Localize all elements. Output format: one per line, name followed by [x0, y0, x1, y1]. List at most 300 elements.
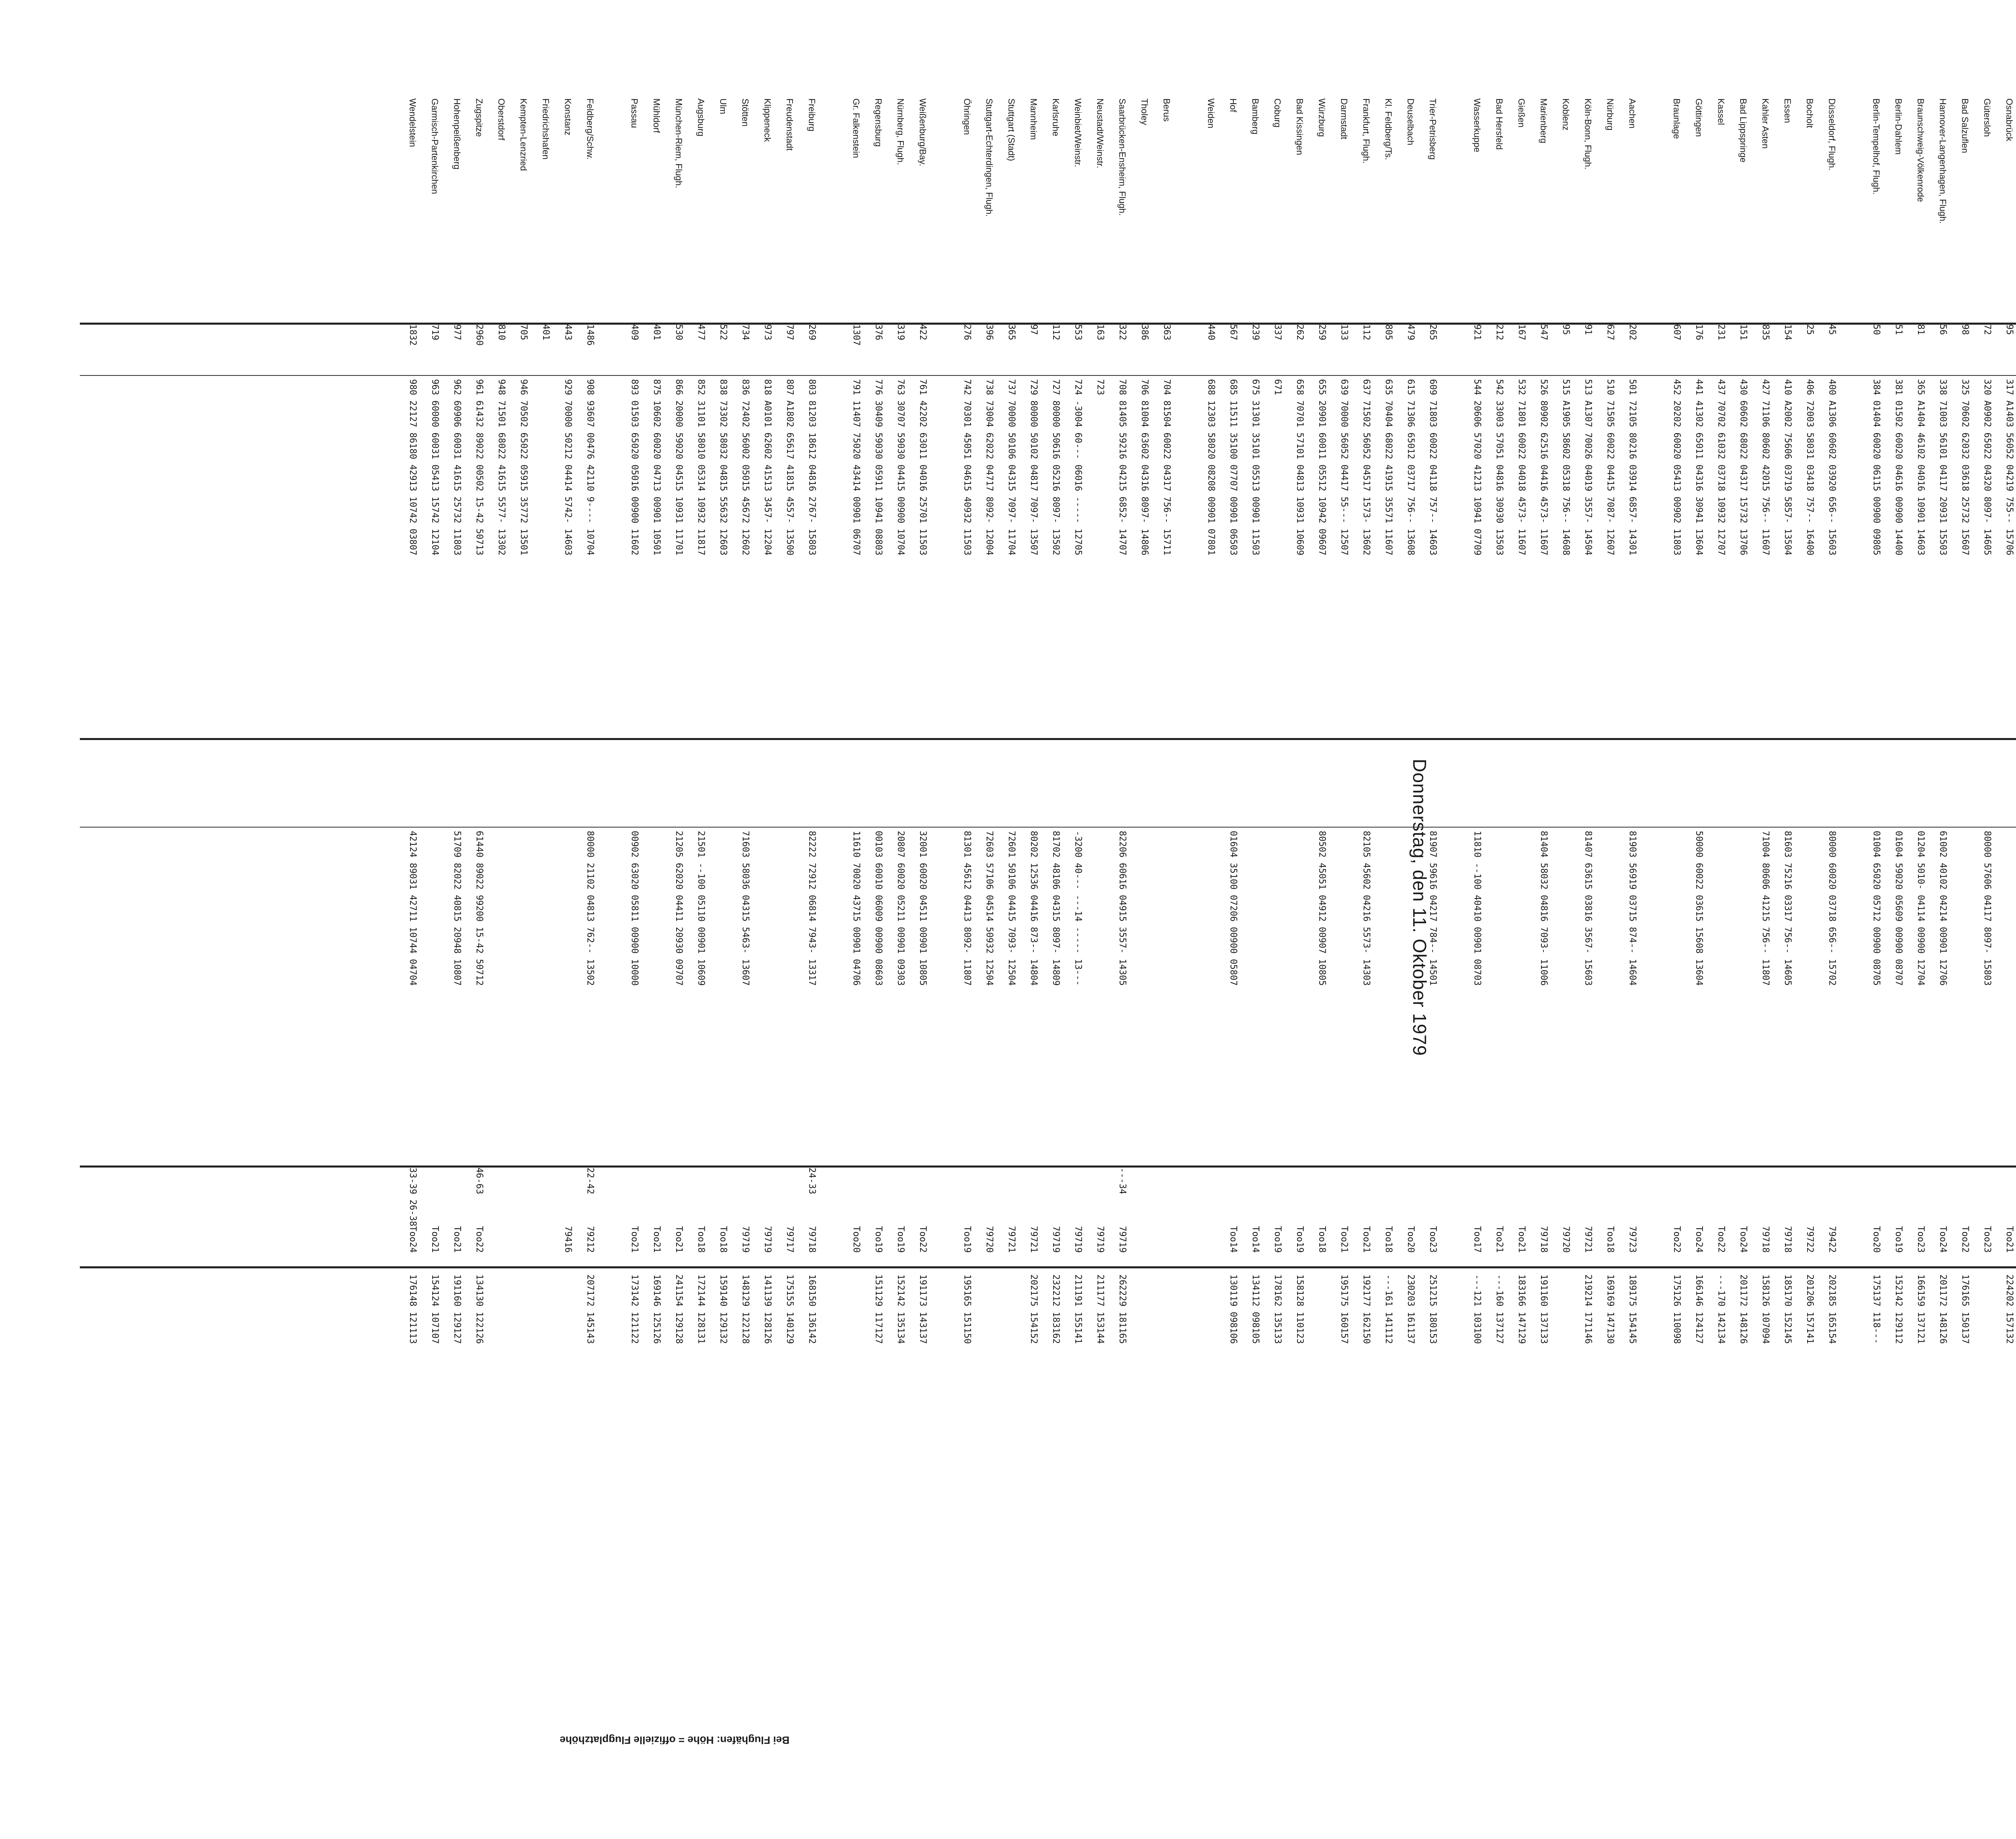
cell-h: 202	[1627, 324, 1637, 340]
cell-h: 50	[1871, 324, 1881, 335]
cell-h: 95	[1561, 324, 1571, 335]
cell-e: 159140 129132	[718, 1274, 728, 1344]
station-name: Ulm	[718, 98, 728, 115]
cell-h: 167	[1516, 324, 1527, 340]
cell-x: 24-33	[807, 1168, 817, 1195]
cell-e: 191160 129127	[452, 1274, 462, 1344]
cell-b: 21501 --100 05110 00901 10609	[696, 831, 706, 986]
cell-h: 2960	[474, 324, 484, 346]
cell-h: 376	[873, 324, 883, 340]
cell-h: 363	[1162, 324, 1172, 340]
cell-h: 269	[807, 324, 817, 340]
cell-a: 452 20202 60020 05413 00902 11803	[1672, 379, 1682, 556]
cell-e: 219214 171146	[1583, 1274, 1593, 1344]
cell-b: 00103 60010 06009 00900 08603	[873, 831, 883, 986]
cell-a: 963 60000 60031 05413 15742 12104	[430, 379, 440, 556]
station-name: Frankfurt, Flugh.	[1361, 98, 1371, 164]
cell-a: 513 A1307 70026 04019 3557- 14504	[1583, 379, 1593, 556]
station-name: Weißenburg/Bay.	[918, 98, 928, 166]
cell-e: 152142 129112	[1893, 1274, 1904, 1344]
station-name: Deuselbach	[1406, 98, 1416, 146]
cell-y: Too19	[1272, 1226, 1283, 1253]
cell-e: 168150 136142	[807, 1274, 817, 1344]
cell-e: 211191 155141	[1073, 1274, 1083, 1344]
station-name: Düsseldorf, Flugh.	[1827, 98, 1837, 171]
cell-h: 212	[1494, 324, 1504, 340]
cell-x: ---34	[1117, 1168, 1127, 1195]
cell-a: 803 81203 18612 04816 2767- 15803	[807, 379, 817, 556]
cell-y: Too14	[1228, 1226, 1238, 1253]
cell-e: 151129 117127	[873, 1274, 883, 1344]
cell-x: 46-63	[474, 1168, 484, 1195]
cell-a: 532 71801 60022 04018 4573- 11607	[1516, 379, 1527, 556]
cell-x: 33-39 26-38	[408, 1168, 418, 1226]
cell-b: 61002 40102 04214 00901 12706	[1938, 831, 1948, 986]
cell-h: 422	[918, 324, 928, 340]
cell-h: 479	[1406, 324, 1416, 340]
cell-y: Too17	[1472, 1226, 1482, 1253]
cell-h: 276	[962, 324, 972, 340]
station-name: Osnabrück	[2004, 98, 2014, 142]
cell-e: 173142 121122	[629, 1274, 639, 1344]
cell-y: Too22	[918, 1226, 928, 1253]
station-name: Gießen	[1516, 98, 1527, 128]
station-name: Berlin-Tempelhof, Flugh.	[1871, 98, 1881, 195]
cell-h: 262	[1295, 324, 1305, 340]
cell-e: 251215 180153	[1428, 1274, 1438, 1344]
station-name: Gr. Falkenstein	[851, 98, 861, 158]
cell-e: 191173 143137	[918, 1274, 928, 1344]
cell-b: 71004 80606 41215 756-- 11807	[1760, 831, 1770, 986]
cell-e: 176148 121113	[408, 1274, 418, 1344]
cell-e: 195175 160157	[1339, 1274, 1349, 1344]
cell-y: Too24	[1938, 1226, 1948, 1253]
cell-a: 818 A0101 62602 41513 3457- 12204	[762, 379, 773, 556]
cell-b: 01004 65020 05712 00900 08705	[1871, 831, 1881, 986]
station-name: Stuttgart-Echterdingen, Flugh.	[984, 98, 994, 217]
station-name: Passau	[629, 98, 639, 128]
cell-b: 80000 21102 04813 762-- 13502	[585, 831, 595, 986]
cell-h: 56	[1938, 324, 1948, 335]
cell-y: Too22	[1960, 1226, 1970, 1253]
station-name: Koblenz	[1561, 98, 1571, 131]
cell-e: 175155 140129	[785, 1274, 795, 1344]
station-name: Bad Kissingen	[1295, 98, 1305, 155]
cell-y: 79719	[740, 1226, 750, 1253]
cell-h: 239	[1250, 324, 1260, 340]
cell-h: 1307	[851, 324, 861, 346]
cell-y: Too18	[1383, 1226, 1393, 1253]
cell-y: Too18	[1317, 1226, 1327, 1253]
cell-a: 706 81004 63602 04316 8097- 14806	[1139, 379, 1150, 556]
station-name: Öhringen	[962, 98, 972, 135]
cell-h: 797	[785, 324, 795, 340]
cell-a: 441 41302 65011 04316 30941 13604	[1694, 379, 1704, 556]
cell-b: 81301 45612 04413 8092- 11807	[962, 831, 972, 986]
cell-a: 365 A1404 46102 04016 10901 14603	[1916, 379, 1926, 556]
cell-a: 325 70602 62032 03618 25732 15607	[1960, 379, 1970, 556]
cell-a: 542 33003 57051 04816 30930 13503	[1494, 379, 1504, 556]
cell-e: 195165 151150	[962, 1274, 972, 1344]
footnote: Bei Flughäfen: Höhe = offizielle Flugplatzhöhe	[560, 1734, 789, 1746]
cell-a: 763 30707 59030 04415 00900 10704	[896, 379, 906, 556]
station-name: Coburg	[1272, 98, 1283, 128]
cell-y: Too21	[430, 1226, 440, 1253]
cell-h: 396	[984, 324, 994, 340]
cell-y: Too20	[1871, 1226, 1881, 1253]
cell-y: 79721	[1029, 1226, 1039, 1253]
cell-b: -3200 40--- ---14 ----- 13---	[1073, 831, 1083, 986]
cell-e: 178162 135133	[1272, 1274, 1283, 1344]
station-name: Zugspitze	[474, 98, 484, 137]
cell-a: 639 70000 56052 04417 55--- 12507	[1339, 379, 1349, 556]
cell-e: 175126 110098	[1672, 1274, 1682, 1344]
cell-y: 79719	[762, 1226, 773, 1253]
station-name: Aachen	[1627, 98, 1637, 129]
cell-y: 79718	[1760, 1226, 1770, 1253]
cell-h: 386	[1139, 324, 1150, 340]
cell-a: 501 72105 80216 03914 6857- 14301	[1627, 379, 1637, 556]
cell-y: Too24	[1738, 1226, 1748, 1253]
cell-e: 130119 098106	[1228, 1274, 1238, 1344]
cell-e: 158126 107094	[1760, 1274, 1770, 1344]
station-name: Hof	[1228, 98, 1238, 113]
cell-e: 201206 157141	[1805, 1274, 1815, 1344]
cell-a: 320 A0902 65022 04320 8097- 14605	[1982, 379, 1992, 556]
cell-y: 79723	[1627, 1226, 1637, 1253]
cell-e: ---160 137127	[1494, 1274, 1504, 1344]
cell-e: 224202 157132	[2004, 1274, 2014, 1344]
cell-a: 685 11511 35100 07707 00901 06503	[1228, 379, 1238, 556]
cell-a: 776 30409 59030 05911 10941 08803	[873, 379, 883, 556]
station-name: Stuttgart (Stadt)	[1006, 98, 1016, 161]
cell-h: 627	[1605, 324, 1615, 340]
cell-b: 32001 60020 04511 00901 10805	[918, 831, 928, 986]
cell-h: 734	[740, 324, 750, 340]
cell-e: 175137 118---	[1871, 1274, 1881, 1344]
cell-y: 79718	[1783, 1226, 1793, 1253]
cell-b: 01604 35100 07206 00900 05807	[1228, 831, 1238, 986]
cell-y: Too21	[2004, 1226, 2014, 1253]
rule	[80, 1166, 2016, 1168]
cell-y: Too21	[1516, 1226, 1527, 1253]
cell-h: 1832	[408, 324, 418, 346]
station-name: Weiden	[1206, 98, 1216, 129]
cell-y: Too21	[652, 1226, 662, 1253]
cell-a: 729 80000 50102 04817 7097- 13507	[1029, 379, 1039, 556]
cell-h: 176	[1694, 324, 1704, 340]
cell-y: 79422	[1827, 1226, 1837, 1253]
station-name: Kahler Asten	[1760, 98, 1770, 149]
rule	[80, 1266, 2016, 1268]
cell-b: 21205 62020 04411 20930 09707	[674, 831, 684, 986]
cell-b: 81407 63615 03816 3567- 15603	[1583, 831, 1593, 986]
cell-a: 338 71003 56101 04117 20931 15503	[1938, 379, 1948, 556]
cell-h: 443	[563, 324, 573, 340]
station-name: Bamberg	[1250, 98, 1260, 135]
cell-h: 705	[519, 324, 529, 340]
cell-y: Too20	[1406, 1226, 1416, 1253]
cell-y: 79718	[807, 1226, 817, 1253]
station-name: Köln-Bonn, Flugh.	[1583, 98, 1593, 170]
station-name: Kl. Feldberg/Ts.	[1383, 98, 1393, 160]
cell-e: 192177 162150	[1361, 1274, 1371, 1344]
cell-e: 232212 183162	[1051, 1274, 1061, 1344]
cell-y: 79720	[984, 1226, 994, 1253]
station-name: Tholey	[1139, 98, 1150, 125]
station-name: Darmstadt	[1339, 98, 1349, 140]
cell-y: Too19	[962, 1226, 972, 1253]
cell-a: 962 60906 60031 41615 25732 11803	[452, 379, 462, 556]
cell-y: Too23	[1916, 1226, 1926, 1253]
cell-e: 152142 135134	[896, 1274, 906, 1344]
cell-e: 185170 152145	[1783, 1274, 1793, 1344]
cell-y: Too21	[674, 1226, 684, 1253]
cell-e: 191160 137133	[1539, 1274, 1549, 1344]
cell-b: 51709 82022 40815 20948 10807	[452, 831, 462, 986]
cell-a: 723	[1095, 379, 1105, 395]
cell-h: 98	[1960, 324, 1970, 335]
cell-y: Too24	[1694, 1226, 1704, 1253]
station-name: Würzburg	[1317, 98, 1327, 137]
cell-a: 510 71505 60022 04415 7087- 12607	[1605, 379, 1615, 556]
cell-a: 946 70502 65022 05915 35772 13501	[519, 379, 529, 556]
cell-a: 961 61432 89022 00502 15-42 50713	[474, 379, 484, 556]
cell-e: 262229 181165	[1117, 1274, 1127, 1344]
cell-y: Too18	[1605, 1226, 1615, 1253]
cell-b: 81702 48106 04315 8097- 14809	[1051, 831, 1061, 986]
cell-h: 547	[1539, 324, 1549, 340]
cell-e: ---161 141112	[1383, 1274, 1393, 1344]
station-name: Braunlage	[1672, 98, 1682, 139]
cell-b: 81903 56919 03715 874-- 14604	[1627, 831, 1637, 986]
cell-e: 207172 145143	[585, 1274, 595, 1344]
cell-a: 724 -3004 60--- 06016 ----- 12705	[1073, 379, 1083, 556]
cell-a: 637 71502 56052 04517 1573- 13602	[1361, 379, 1371, 556]
cell-y: 79718	[1539, 1226, 1549, 1253]
cell-h: 440	[1206, 324, 1216, 340]
cell-e: 183166 147129	[1516, 1274, 1527, 1344]
cell-h: 337	[1272, 324, 1283, 340]
cell-a: 929 70000 50212 04414 5742- 14603	[563, 379, 573, 556]
cell-a: 742 70301 45051 04615 40932 11503	[962, 379, 972, 556]
cell-a: 761 42202 63011 04016 25701 11503	[918, 379, 928, 556]
station-name: Kempten-Lenzried	[519, 98, 529, 171]
cell-y: Too22	[1672, 1226, 1682, 1253]
cell-b: 80000 60020 03718 656-- 15702	[1827, 831, 1837, 986]
cell-a: 875 10602 60020 04713 00901 10501	[652, 379, 662, 556]
cell-h: 977	[452, 324, 462, 340]
cell-a: 410 A2002 75606 03719 5857- 13504	[1783, 379, 1793, 556]
cell-b: 81907 59616 04217 784-- 14501	[1428, 831, 1438, 986]
cell-b: 20807 60020 05211 00901 09303	[896, 831, 906, 986]
station-name: Weinbiet/Weinstr.	[1073, 98, 1083, 167]
cell-e: 141139 128126	[762, 1274, 773, 1344]
cell-a: 635 70404 68022 41915 35571 11607	[1383, 379, 1393, 556]
cell-e: 202175 154152	[1029, 1274, 1039, 1344]
cell-h: 154	[1783, 324, 1793, 340]
cell-y: 79720	[1561, 1226, 1571, 1253]
cell-e: 172144 128131	[696, 1274, 706, 1344]
cell-y: Too20	[851, 1226, 861, 1253]
station-name: Regensburg	[873, 98, 883, 147]
cell-b: 80000 57606 04117 8097- 15803	[1982, 831, 1992, 986]
cell-b: 11610 70020 43715 00901 04706	[851, 831, 861, 986]
cell-a: 675 31301 35101 05513 00901 11503	[1250, 379, 1260, 556]
station-name: Augsburg	[696, 98, 706, 137]
station-name: Bad Salzuflen	[1960, 98, 1970, 153]
cell-a: 727 80000 50616 05216 8097- 13502	[1051, 379, 1061, 556]
cell-y: Too21	[629, 1226, 639, 1253]
cell-y: Too21	[1494, 1226, 1504, 1253]
cell-y: 79416	[563, 1226, 573, 1253]
cell-b: 00902 63020 05811 00900 10000	[629, 831, 639, 986]
cell-y: Too18	[718, 1226, 728, 1253]
cell-e: 241154 129128	[674, 1274, 684, 1344]
cell-a: 836 72402 56002 05015 45672 12602	[740, 379, 750, 556]
cell-b: 81603 75216 03317 756-- 14605	[1783, 831, 1793, 986]
cell-e: 211177 153144	[1095, 1274, 1105, 1344]
cell-e: 176165 150137	[1960, 1274, 1970, 1344]
cell-a: 544 20606 57020 41213 10941 07709	[1472, 379, 1482, 556]
cell-h: 151	[1738, 324, 1748, 340]
cell-y: Too22	[474, 1226, 484, 1253]
cell-h: 265	[1428, 324, 1438, 340]
cell-y: Too21	[452, 1226, 462, 1253]
cell-h: 97	[1029, 324, 1039, 335]
cell-h: 81	[1916, 324, 1926, 335]
cell-e: 201172 148126	[1938, 1274, 1948, 1344]
cell-h: 805	[1383, 324, 1393, 340]
cell-y: Too21	[1361, 1226, 1371, 1253]
station-name: Garmisch-Partenkirchen	[430, 98, 440, 194]
cell-a: 437 70702 61032 03718 10932 12707	[1716, 379, 1726, 556]
weather-table	[80, 97, 2016, 1734]
cell-h: 163	[1095, 324, 1105, 340]
cell-h: 72	[1982, 324, 1992, 335]
cell-a: 381 01502 60020 04616 00900 14400	[1893, 379, 1904, 556]
cell-a: 317 A1403 56052 04219 755-- 15706	[2004, 379, 2014, 556]
cell-e: 201172 148126	[1738, 1274, 1748, 1344]
cell-a: 430 60602 68022 04317 15732 13706	[1738, 379, 1748, 556]
station-name: Friedrichshafen	[541, 98, 551, 160]
station-name: Stötten	[740, 98, 750, 127]
cell-a: 708 81405 59216 04215 6852- 14707	[1117, 379, 1127, 556]
station-name: Nürnberg, Flugh.	[896, 98, 906, 165]
station-name: Klippeneck	[762, 98, 773, 142]
station-name: Neustadt/Weinstr.	[1095, 98, 1105, 169]
cell-e: 134112 098105	[1250, 1274, 1260, 1344]
cell-h: 133	[1339, 324, 1349, 340]
station-name: Bad Lippspringe	[1738, 98, 1748, 163]
cell-y: 79721	[1006, 1226, 1016, 1253]
cell-e: 230203 161137	[1406, 1274, 1416, 1344]
cell-h: 409	[629, 324, 639, 340]
cell-y: 79212	[585, 1226, 595, 1253]
station-name: Berus	[1162, 98, 1172, 122]
cell-e: 166146 124127	[1694, 1274, 1704, 1344]
cell-h: 112	[1361, 324, 1371, 340]
cell-a: 980 22127 86180 42913 10742 03807	[408, 379, 418, 556]
cell-y: 79719	[1073, 1226, 1083, 1253]
rule	[80, 827, 2016, 828]
cell-h: 810	[496, 324, 506, 340]
cell-a: 671	[1272, 379, 1283, 395]
cell-y: Too19	[896, 1226, 906, 1253]
cell-b: 82105 45602 04216 5573- 14303	[1361, 831, 1371, 986]
rule	[80, 375, 2016, 376]
cell-e: ---121 103100	[1472, 1274, 1482, 1344]
rule	[80, 738, 2016, 740]
cell-b: 72601 50106 04415 7093- 12504	[1006, 831, 1016, 986]
cell-a: 738 73004 62022 04717 8092- 12004	[984, 379, 994, 556]
station-name: Braunschweig-Völkenrode	[1916, 98, 1926, 202]
station-name: Bad Hersfeld	[1494, 98, 1504, 150]
cell-h: 401	[652, 324, 662, 340]
cell-y: Too19	[1295, 1226, 1305, 1253]
cell-y: Too14	[1250, 1226, 1260, 1253]
cell-e: 148129 122128	[740, 1274, 750, 1344]
station-name: Hohenpeißenberg	[452, 98, 462, 170]
cell-e: 169169 147130	[1605, 1274, 1615, 1344]
cell-y: Too19	[1893, 1226, 1904, 1253]
cell-x: 22-42	[585, 1168, 595, 1195]
cell-y: Too23	[1428, 1226, 1438, 1253]
cell-b: 71603 58036 04315 5463- 13607	[740, 831, 750, 986]
station-name: Wendelstein	[408, 98, 418, 147]
cell-a: 658 70701 57101 04813 10931 10609	[1295, 379, 1305, 556]
cell-h: 921	[1472, 324, 1482, 340]
cell-h: 51	[1893, 324, 1904, 335]
station-name: Hannover-Langenhagen, Flugh.	[1938, 98, 1948, 224]
cell-y: Too22	[1716, 1226, 1726, 1253]
station-name: Essen	[1783, 98, 1793, 123]
cell-a: 609 71803 60022 04118 757-- 14603	[1428, 379, 1438, 556]
cell-e: 189175 154145	[1627, 1274, 1637, 1344]
cell-a: 400 A1306 60602 03920 656-- 15603	[1827, 379, 1837, 556]
cell-b: 42124 89031 42711 10744 04704	[408, 831, 418, 986]
cell-a: 737 70000 50106 04315 7097- 11704	[1006, 379, 1016, 556]
cell-a: 908 93607 00476 42110 9---- 10704	[585, 379, 595, 556]
station-name: Saarbrücken-Ensheim, Flugh.	[1117, 98, 1127, 216]
cell-h: 719	[430, 324, 440, 340]
date-heading: Donnerstag, den 11. Oktober 1979	[1409, 759, 1430, 1056]
cell-h: 365	[1006, 324, 1016, 340]
station-name: Mühldorf	[652, 98, 662, 133]
station-name: Göttingen	[1694, 98, 1704, 137]
cell-a: 866 20000 59020 04515 10931 11701	[674, 379, 684, 556]
cell-a: 406 72003 58031 03418 757-- 16400	[1805, 379, 1815, 556]
cell-e: 166159 137121	[1916, 1274, 1926, 1344]
station-name: Marienberg	[1539, 98, 1549, 144]
station-name: Wasserkuppe	[1472, 98, 1482, 152]
station-name: Nürburg	[1605, 98, 1615, 131]
station-name: Gütersloh	[1982, 98, 1992, 137]
cell-b: 01204 5010- 04114 00900 12704	[1916, 831, 1926, 986]
cell-h: 607	[1672, 324, 1682, 340]
cell-a: 791 11407 75020 43414 00901 06707	[851, 379, 861, 556]
cell-y: Too19	[873, 1226, 883, 1253]
cell-h: 530	[674, 324, 684, 340]
cell-y: Too18	[696, 1226, 706, 1253]
cell-h: 95	[2004, 324, 2014, 335]
cell-a: 515 A1905 58602 05318 756-- 14608	[1561, 379, 1571, 556]
cell-e: 158128 110123	[1295, 1274, 1305, 1344]
cell-a: 852 31101 58010 05314 10932 11817	[696, 379, 706, 556]
cell-h: 835	[1760, 324, 1770, 340]
cell-h: 259	[1317, 324, 1327, 340]
cell-h: 553	[1073, 324, 1083, 340]
